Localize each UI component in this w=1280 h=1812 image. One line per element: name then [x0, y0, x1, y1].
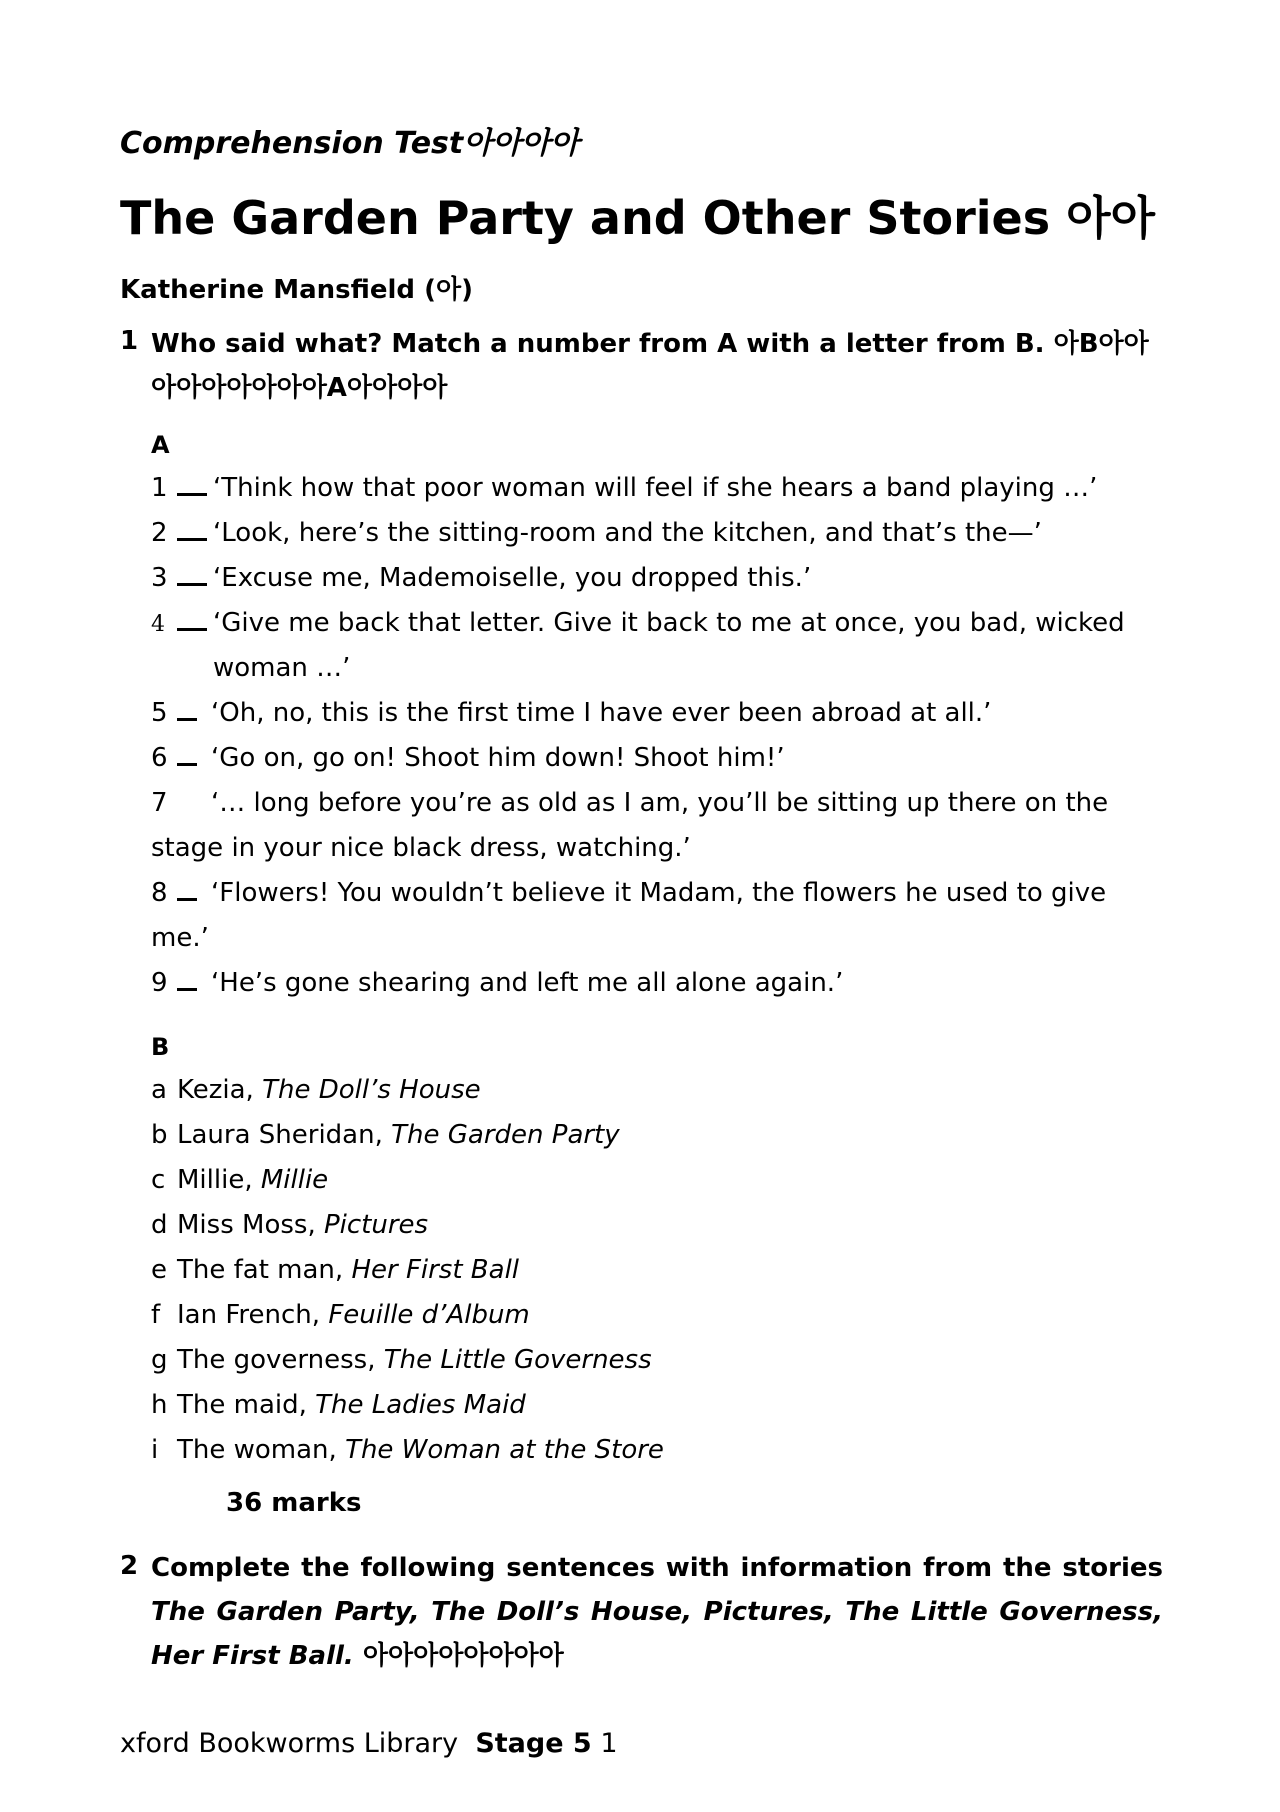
- q1-cjk-2: 아아아아아아아A아아아아: [151, 373, 448, 403]
- question-2-instruction: Complete the following sentences with information from the stories The Garden Party, The Doll’s House, Pictures, The Little Governess, Her First Ball. 아아아아아아아아: [151, 1553, 1163, 1671]
- page-title: The Garden Party and Other Stories 아아: [120, 191, 1156, 245]
- answer-blank[interactable]: [177, 743, 197, 766]
- quote-row: 1 ‘Think how that poor woman will feel if she hears a band playing …’: [151, 473, 1098, 503]
- q2-cjk: 아아아아아아아아: [362, 1641, 564, 1671]
- speaker-item: h The maid, The Ladies Maid: [151, 1390, 526, 1420]
- subtitle-cjk: 아아아아: [463, 126, 580, 161]
- quote-row: 4 ‘Give me back that letter. Give it back to me at once, you bad, wicked: [151, 608, 1125, 638]
- speaker-item: a Kezia, The Doll’s House: [151, 1075, 481, 1105]
- answer-blank[interactable]: [177, 563, 207, 586]
- quote-row: 8 ‘Flowers! You wouldn’t believe it Madam, the flowers he used to give: [151, 878, 1107, 908]
- marks-total: 36 marks: [226, 1488, 362, 1518]
- footer-stage: Stage 5: [475, 1728, 592, 1759]
- speaker-item: f Ian French, Feuille d’Album: [151, 1300, 530, 1330]
- speaker-item: b Laura Sheridan, The Garden Party: [151, 1120, 620, 1150]
- quote-row: 6 ‘Go on, go on! Shoot him down! Shoot him!’: [151, 743, 785, 773]
- quote-continuation: woman …’: [213, 653, 351, 683]
- footer-series: xford Bookworms Library: [120, 1728, 459, 1759]
- story-list: The Garden Party, The Doll’s House, Pictures, The Little Governess,: [151, 1597, 1163, 1627]
- title-cjk: 아아: [1066, 191, 1156, 245]
- question-2-number: 2: [120, 1551, 139, 1581]
- answer-blank[interactable]: [177, 518, 207, 541]
- speaker-item: e The fat man, Her First Ball: [151, 1255, 520, 1285]
- test-subtitle: Comprehension Test아아아아: [120, 126, 580, 161]
- speaker-item: c Millie, Millie: [151, 1165, 329, 1195]
- page-footer: [120, 1728, 618, 1759]
- page-number: 1: [600, 1728, 618, 1759]
- q1-cjk-1: 아B아아: [1053, 329, 1149, 359]
- quote-row: 5 ‘Oh, no, this is the first time I have ever been abroad at all.’: [151, 698, 992, 728]
- speaker-item: d Miss Moss, Pictures: [151, 1210, 429, 1240]
- answer-blank[interactable]: [177, 608, 207, 631]
- section-a-label: A: [151, 431, 170, 459]
- section-b-label: B: [151, 1033, 170, 1061]
- answer-blank[interactable]: [177, 473, 207, 496]
- answer-blank[interactable]: [177, 791, 197, 811]
- quote-row: 2 ‘Look, here’s the sitting-room and the kitchen, and that’s the—’: [151, 518, 1042, 548]
- speaker-item: i The woman, The Woman at the Store: [151, 1435, 664, 1465]
- quote-continuation: me.’: [151, 923, 209, 953]
- quote-row: 9 ‘He’s gone shearing and left me all alone again.’: [151, 968, 844, 998]
- answer-blank[interactable]: [177, 968, 197, 991]
- quote-continuation: stage in your nice black dress, watching.’: [151, 833, 691, 863]
- question-1-number: 1: [120, 326, 139, 356]
- speaker-item: g The governess, The Little Governess: [151, 1345, 652, 1375]
- quote-row: 7 ‘… long before you’re as old as I am, you’ll be sitting up there on the: [151, 788, 1109, 818]
- answer-blank[interactable]: [177, 698, 197, 721]
- story-list-last: Her First Ball.: [151, 1641, 354, 1671]
- answer-blank[interactable]: [177, 878, 197, 901]
- question-1-instruction: Who said what? Match a number from A with a letter from B. 아B아아 아아아아아아아A아아아아: [151, 329, 1149, 403]
- author-line: Katherine Mansfield (아): [120, 275, 473, 305]
- quote-row: 3 ‘Excuse me, Mademoiselle, you dropped this.’: [151, 563, 812, 593]
